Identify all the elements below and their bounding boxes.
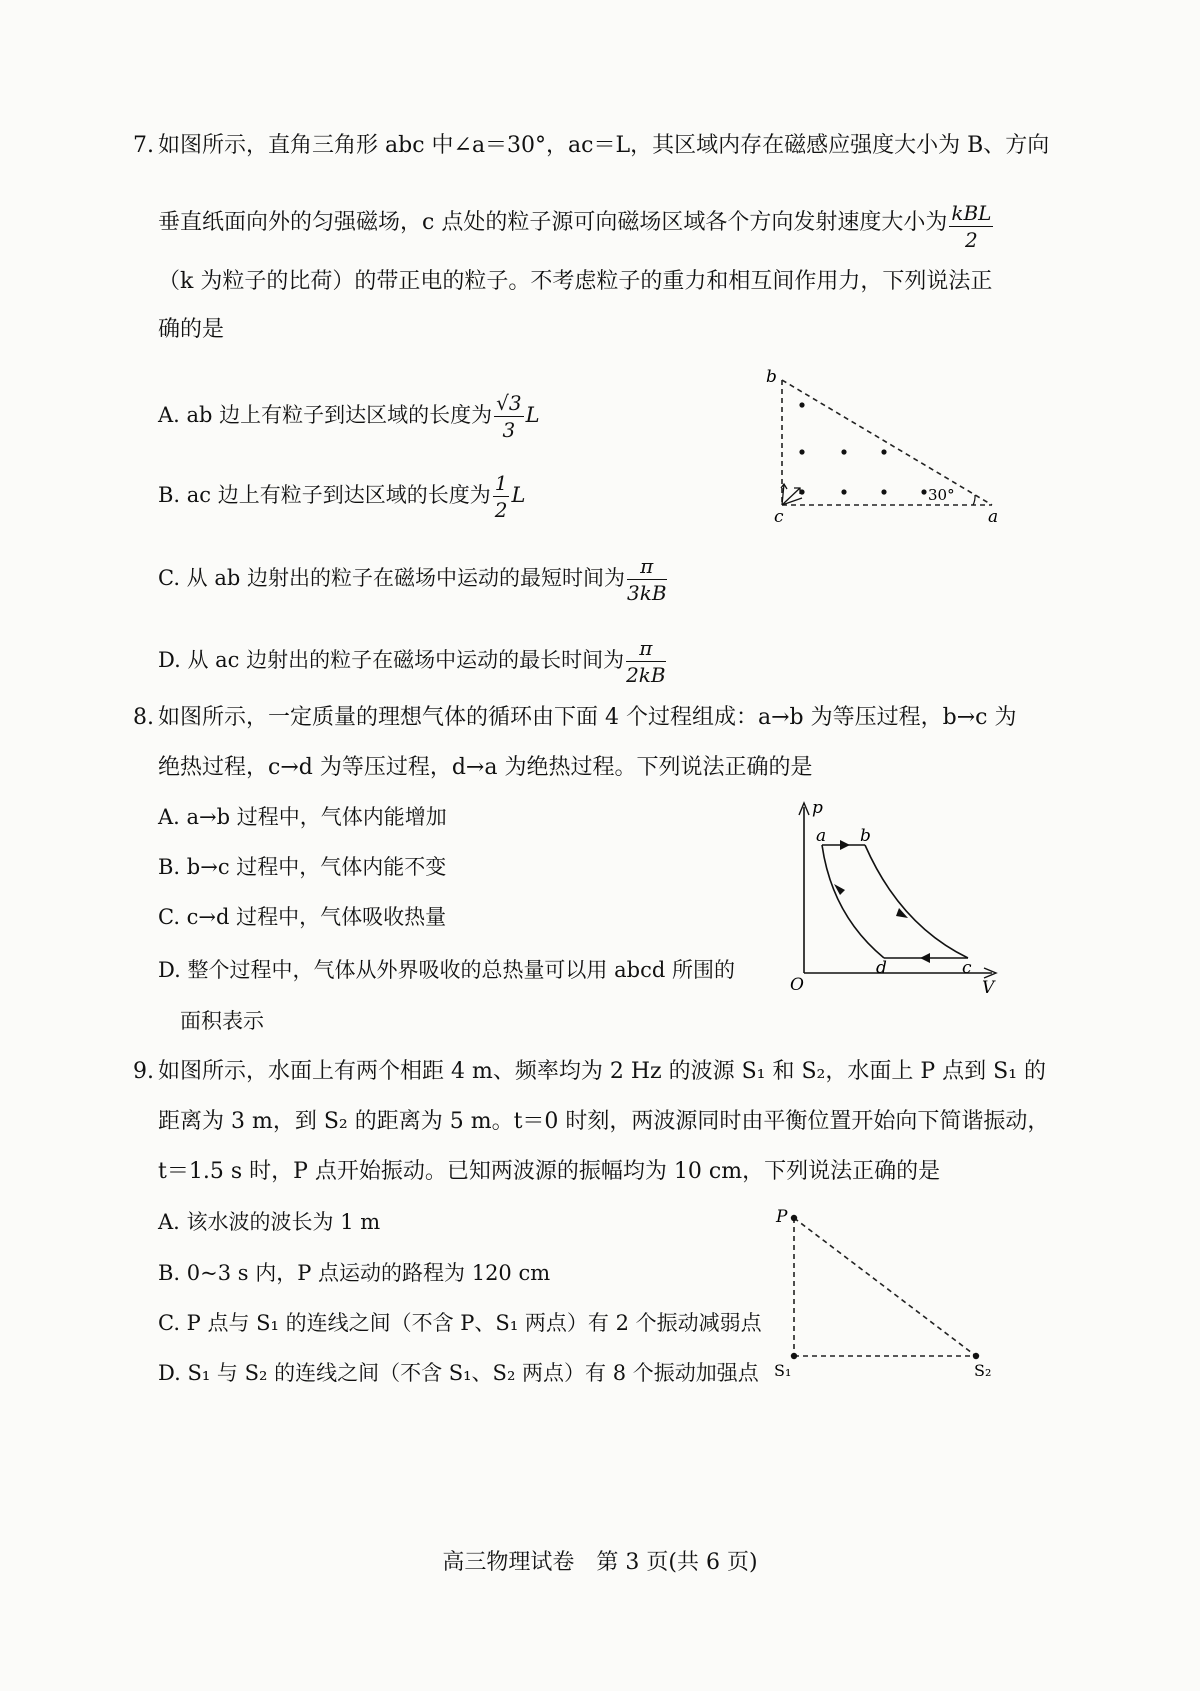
- q8-number: 8.: [133, 705, 154, 730]
- q7-line4: 确的是: [158, 317, 225, 342]
- q7-option-a-tail: L: [525, 403, 540, 427]
- q7-option-c: [158, 553, 669, 606]
- q9-line2: 距离为 3 m，到 S₂ 的距离为 5 m。t＝0 时刻，两波源同时由平衡位置开始向下简谐振动，: [158, 1109, 1050, 1134]
- field-dot: [881, 489, 886, 494]
- q7-option-d-fraction: [626, 635, 666, 688]
- q7-line1: 如图所示，直角三角形 abc 中∠a＝30°，ac＝L，其区域内存在磁感应强度大小为 B、方向: [158, 133, 1050, 158]
- q7-number: 7.: [133, 133, 154, 158]
- q7-option-a-den: 3: [502, 418, 516, 442]
- q9-label-p: P: [776, 1207, 788, 1227]
- q8-line2: 绝热过程，c→d 为等压过程，d→a 为绝热过程。下列说法正确的是: [158, 755, 813, 780]
- q7-option-d-den: 2kB: [626, 663, 666, 687]
- q8-label-origin: O: [790, 975, 804, 995]
- q9-option-d: D. S₁ 与 S₂ 的连线之间（不含 S₁、S₂ 两点）有 8 个振动加强点: [158, 1361, 759, 1385]
- q7-option-b: [158, 470, 525, 523]
- q8-option-d-line1: D. 整个过程中，气体从外界吸收的总热量可以用 abcd 所围的: [158, 958, 735, 982]
- q7-option-b-text: B. ac 边上有粒子到达区域的长度为: [158, 483, 491, 507]
- point-s2: [973, 1353, 979, 1359]
- q7-option-d-text: D. 从 ac 边射出的粒子在磁场中运动的最长时间为: [158, 648, 625, 672]
- q9-label-s1: S₁: [774, 1361, 792, 1380]
- q7-field-dots: [799, 402, 926, 494]
- q8-option-a: A. a→b 过程中，气体内能增加: [158, 805, 447, 829]
- q8-pv-diagram: [780, 795, 1010, 1005]
- q7-speed-fraction: [949, 200, 993, 253]
- q7-option-a-fraction: [494, 390, 523, 443]
- q9-option-b: B. 0~3 s 内，P 点运动的路程为 120 cm: [158, 1261, 551, 1285]
- q7-label-b: b: [766, 367, 777, 387]
- q8-label-v: V: [982, 978, 995, 998]
- q7-option-c-text: C. 从 ab 边射出的粒子在磁场中运动的最短时间为: [158, 566, 625, 590]
- q8-label-c: c: [962, 958, 972, 978]
- arrow-cd: [920, 953, 930, 963]
- q8-label-a: a: [816, 826, 827, 846]
- q9-line1: 如图所示，水面上有两个相距 4 m、频率均为 2 Hz 的波源 S₁ 和 S₂，水面上 P 点到 S₁ 的: [158, 1059, 1047, 1084]
- q7-label-c: c: [774, 507, 784, 527]
- q7-speed-num: kBL: [951, 201, 992, 225]
- point-p: [791, 1215, 797, 1221]
- q7-option-b-den: 2: [494, 498, 508, 522]
- q7-line2-text: 垂直纸面向外的匀强磁场，c 点处的粒子源可向磁场区域各个方向发射速度大小为: [158, 210, 948, 235]
- q7-line2: [158, 200, 995, 253]
- q7-label-a: a: [988, 507, 999, 527]
- point-s1: [791, 1353, 797, 1359]
- q7-angle-label: 30°: [928, 486, 955, 504]
- field-dot: [921, 489, 926, 494]
- q9-option-c: C. P 点与 S₁ 的连线之间（不含 P、S₁ 两点）有 2 个振动减弱点: [158, 1311, 762, 1335]
- q7-angle-arc: [973, 495, 975, 505]
- q8-label-p: p: [812, 798, 823, 818]
- process-bc: [865, 845, 968, 958]
- q7-source-arrows: [781, 484, 802, 505]
- q7-triangle-figure: [760, 360, 1020, 530]
- arrow-bc: [896, 908, 908, 918]
- line-p-s2: [794, 1218, 976, 1356]
- q7-option-a-text: A. ab 边上有粒子到达区域的长度为: [158, 403, 493, 427]
- q9-line3: t＝1.5 s 时，P 点开始振动。已知两波源的振幅均为 10 cm，下列说法正确的是: [158, 1159, 941, 1184]
- q7-option-b-tail: L: [511, 483, 526, 507]
- q7-option-c-fraction: [627, 553, 667, 606]
- field-dot: [841, 489, 846, 494]
- field-dot: [799, 449, 804, 454]
- q7-option-d: [158, 635, 668, 688]
- q7-option-d-num: π: [626, 635, 666, 662]
- page-footer: 高三物理试卷 第 3 页(共 6 页): [442, 1550, 758, 1575]
- q8-label-b: b: [860, 826, 871, 846]
- q8-option-d-line2: 面积表示: [180, 1009, 264, 1033]
- q8-option-c: C. c→d 过程中，气体吸收热量: [158, 905, 447, 929]
- q9-wave-sources-figure: [770, 1200, 1020, 1390]
- q7-option-a: [158, 390, 540, 443]
- q7-speed-den: 2: [965, 228, 978, 252]
- arrow-ab: [840, 840, 850, 850]
- q7-option-a-num: √3: [496, 391, 522, 415]
- field-dot: [841, 449, 846, 454]
- field-dot: [799, 402, 804, 407]
- q8-option-b: B. b→c 过程中，气体内能不变: [158, 855, 447, 879]
- field-dot: [881, 449, 886, 454]
- q9-number: 9.: [133, 1059, 154, 1084]
- q9-label-s2: S₂: [974, 1361, 992, 1380]
- q7-edge-ab: [782, 380, 992, 505]
- q8-line1: 如图所示，一定质量的理想气体的循环由下面 4 个过程组成：a→b 为等压过程，b→c 为: [158, 705, 1017, 730]
- q7-option-b-fraction: [493, 470, 510, 523]
- q7-option-c-den: 3kB: [626, 581, 667, 605]
- process-da: [822, 845, 884, 958]
- q7-option-b-num: 1: [494, 471, 508, 495]
- q7-option-c-num: π: [627, 553, 667, 580]
- q7-line3: （k 为粒子的比荷）的带正电的粒子。不考虑粒子的重力和相互间作用力，下列说法正: [158, 269, 993, 294]
- q9-option-a: A. 该水波的波长为 1 m: [158, 1210, 381, 1234]
- q8-label-d: d: [876, 958, 887, 978]
